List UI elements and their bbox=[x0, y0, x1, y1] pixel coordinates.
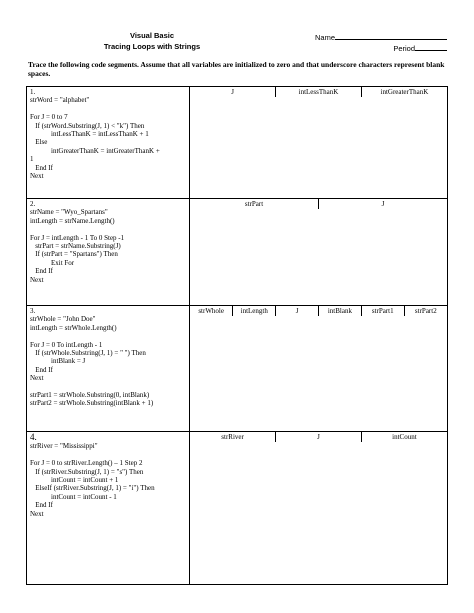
column-header: strPart1 bbox=[361, 306, 404, 316]
column-header: strWhole bbox=[198, 307, 224, 315]
trace-columns bbox=[190, 199, 447, 209]
instructions: Trace the following code segments. Assume that all variables are initialized to zero and that underscore characters represent blank spaces. bbox=[28, 60, 445, 78]
worksheet-title: Visual Basic bbox=[129, 31, 175, 40]
trace-cell-1[interactable] bbox=[190, 87, 448, 199]
code-cell-4 bbox=[27, 432, 190, 585]
column-header: strRiver bbox=[221, 433, 244, 441]
problem-number: 4. bbox=[30, 432, 37, 442]
code-segment: strWord = "alphabet" For J = 0 to 7 If (strWord.Substring(J, 1) < "k") Then intLessThanK = intLessThanK + 1 Else intGreaterThanK = intGreaterThanK + 1 End If Next bbox=[30, 96, 160, 181]
code-segment: strName = "Wyo_Spartans" intLength = strName.Length() For J = intLength - 1 To 0 Step -1 strPart = strName.Substring(J) If (strPart = "Spartans") Then Exit For End If Next bbox=[30, 208, 125, 284]
problem-row-4 bbox=[27, 432, 448, 585]
trace-cell-3[interactable] bbox=[190, 306, 448, 432]
name-blank[interactable] bbox=[335, 31, 447, 40]
code-cell-1 bbox=[27, 87, 190, 199]
column-header: J bbox=[276, 306, 319, 316]
problem-number: 2. bbox=[30, 200, 36, 208]
problem-number: 1. bbox=[30, 88, 36, 96]
column-header: J bbox=[319, 199, 448, 209]
trace-cell-4[interactable] bbox=[190, 432, 448, 585]
period-label: Period bbox=[393, 44, 415, 53]
column-header: J bbox=[276, 432, 362, 442]
code-cell-2 bbox=[27, 199, 190, 306]
column-header: intLength bbox=[233, 306, 276, 316]
code-segment: strWhole = "John Doe" intLength = strWhole.Length() For J = 0 To intLength - 1 If (strWhole.Substring(J, 1) = " ") Then intBlank = J End If Next strPart1 = strWhole.Substring(0, intBlank) strPart2 = strWhole.Substring(intBlank + 1) bbox=[30, 315, 154, 408]
worksheet-subtitle: Tracing Loops with Strings bbox=[103, 42, 201, 51]
trace-columns bbox=[190, 432, 447, 442]
column-header: intGreaterThanK bbox=[361, 87, 447, 97]
name-field[interactable] bbox=[315, 31, 447, 42]
code-cell-3 bbox=[27, 306, 190, 432]
tracing-table bbox=[26, 86, 448, 585]
trace-columns bbox=[190, 306, 447, 316]
trace-columns bbox=[190, 87, 447, 97]
column-header: intCount bbox=[361, 432, 447, 442]
problem-row-2 bbox=[27, 199, 448, 306]
problem-number: 3. bbox=[30, 307, 36, 315]
column-header: intLessThanK bbox=[276, 87, 362, 97]
trace-cell-2[interactable] bbox=[190, 199, 448, 306]
problem-row-3 bbox=[27, 306, 448, 432]
column-header: intBlank bbox=[318, 306, 361, 316]
column-header: J bbox=[231, 88, 234, 96]
period-blank[interactable] bbox=[415, 42, 447, 51]
column-header: strPart bbox=[244, 200, 264, 208]
code-segment: strRiver = "Mississippi" For J = 0 to strRiver.Length() – 1 Step 2 If (strRiver.Substring(J, 1) = "s") Then intCount = intCount + 1 ElseIf (strRiver.Substring(J, 1) = "i") Then intCount = intCount - 1 End If Next bbox=[30, 442, 155, 518]
column-header: strPart2 bbox=[404, 306, 447, 316]
period-field[interactable] bbox=[393, 42, 447, 53]
name-label: Name bbox=[314, 33, 335, 42]
problem-row-1 bbox=[27, 87, 448, 199]
